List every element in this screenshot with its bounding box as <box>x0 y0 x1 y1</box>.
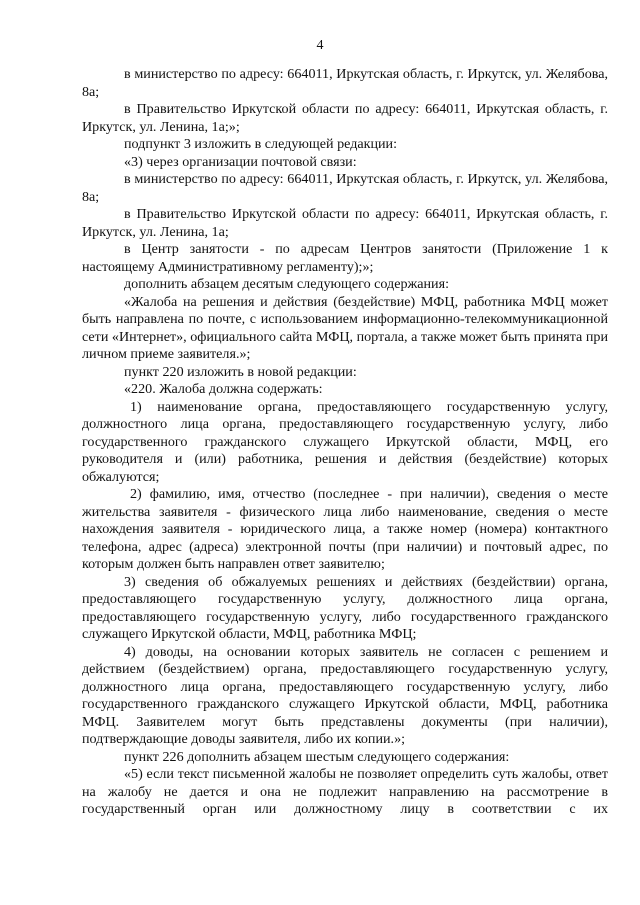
list-item: 2) фамилию, имя, отчество (последнее - при наличии), сведения о месте жительства заявителя - физического лица либо наименование, сведения о месте нахождения заявителя - юридического лица, а также номер (номера) контактного телефона, адрес (адреса) электронной почты (при наличии) и почтовый адрес, по которым должен быть направлен ответ заявителю; <box>82 486 608 572</box>
paragraph: «5) если текст письменной жалобы не позволяет определить суть жалобы, ответ на жалобу не дается и она не подлежит направлению на рассмотрение в государственный орган или должностному лицу в соответствии с их <box>82 766 608 817</box>
page-number: 4 <box>316 38 324 53</box>
list-item: 1) наименование органа, предоставляющего государственную услугу, должностного лица органа, предоставляющего государственную услугу, либо государственного гражданского служащего Иркутской области, МФЦ, его руководителя и (или) работника, решения и действия (бездействие) которых обжалуются; <box>82 398 608 485</box>
paragraph: в Правительство Иркутской области по адресу: 664011, Иркутская область, г. Иркутск, ул. Ленина, 1а;»; <box>82 101 608 135</box>
paragraph: дополнить абзацем десятым следующего содержания: <box>124 276 449 292</box>
document-body <box>82 66 608 819</box>
paragraph: в министерство по адресу: 664011, Иркутская область, г. Иркутск, ул. Желябова, 8а; <box>82 66 608 100</box>
list-item: 3) сведения об обжалуемых решениях и действиях (бездействии) органа, предоставляющего государственную услугу, должностного лица органа, предоставляющего государственную услугу, либо государственного гражданского служащего Иркутской области, МФЦ, работника МФЦ; <box>82 573 608 642</box>
paragraph: пункт 220 изложить в новой редакции: <box>124 363 357 380</box>
paragraph: в министерство по адресу: 664011, Иркутская область, г. Иркутск, ул. Желябова, 8а; <box>82 171 608 205</box>
paragraph: «3) через организации почтовой связи: <box>124 153 357 170</box>
paragraph: подпункт 3 изложить в следующей редакции: <box>124 136 398 152</box>
paragraph: в Правительство Иркутской области по адресу: 664011, Иркутская область, г. Иркутск, ул. Ленина, 1а; <box>82 206 608 240</box>
paragraph: пункт 226 дополнить абзацем шестым следующего содержания: <box>124 748 510 765</box>
paragraph: «220. Жалоба должна содержать: <box>124 381 323 397</box>
list-item: 4) доводы, на основании которых заявитель не согласен с решением и действием (бездействием) органа, предоставляющего государственную услугу, должностного лица органа, предоставляющего государственную услугу, либо государственного гражданского служащего Иркутской области, МФЦ, работника МФЦ. Заявителем могут быть представлены документы (при наличии), подтверждающие доводы заявителя, либо их копии.»; <box>82 643 608 747</box>
paragraph: «Жалоба на решения и действия (бездействие) МФЦ, работника МФЦ может быть направлена по почте, с использованием информационно-телекоммуникационной сети «Интернет», официального сайта МФЦ, портала, а также может быть принята при личном приеме заявителя.»; <box>82 293 608 362</box>
paragraph: в Центр занятости - по адресам Центров занятости (Приложение 1 к настоящему Административному регламенту);»; <box>82 241 608 275</box>
